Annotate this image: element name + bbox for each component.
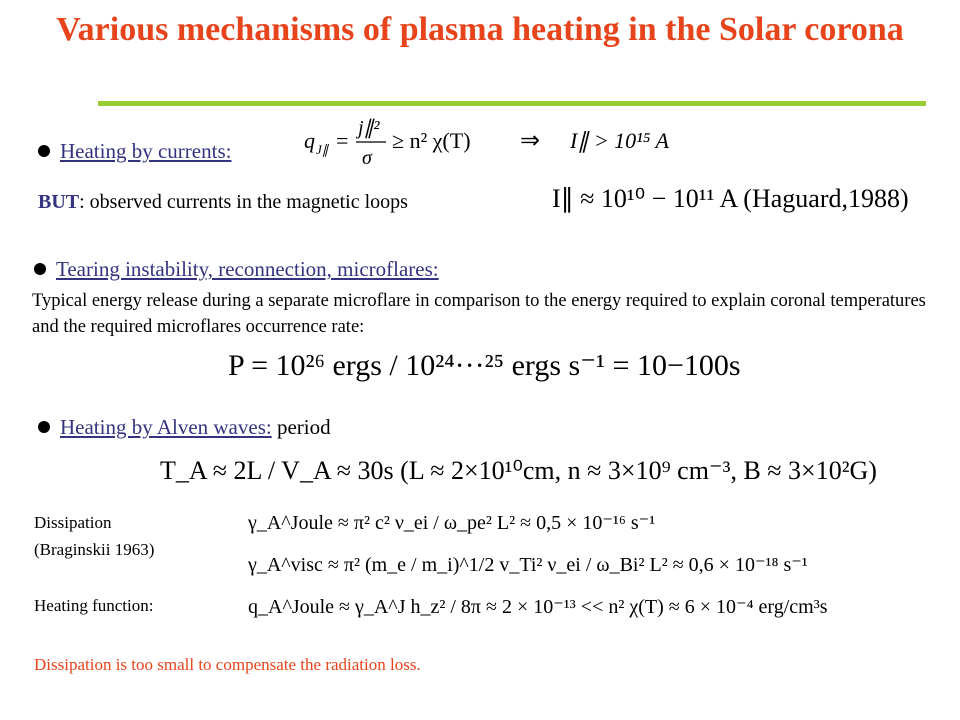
tearing-description: Typical energy release during a separate microflare in comparison to the energy required to explain coronal temperatures and the required microflares occurrence rate: [32,291,926,337]
but-label: BUT [38,191,80,213]
page-title: Various mechanisms of plasma heating in the Solar corona [56,11,904,48]
eq-j-numerator: j∥² [358,117,380,139]
heating-function-equation: q_A^Joule ≈ γ_A^J h_z² / 8π ≈ 2 × 10⁻¹³ << n² χ(T) ≈ 6 × 10⁻⁴ erg/cm³s [248,596,828,618]
eq-sigma: σ [362,147,372,169]
currents-heading-link[interactable]: Heating by currents: [60,139,232,163]
bullet-dot-icon [38,421,50,433]
conclusion-note: Dissipation is too small to compensate the radiation loss. [34,655,421,674]
currents-equation [300,112,700,170]
alfven-heading-link[interactable]: Heating by Alven waves: [60,415,272,439]
dissipation-viscous-equation: γ_A^visc ≈ π² (m_e / m_i)^1/2 v_Ti² ν_ei / ω_Bi² L² ≈ 0,6 × 10⁻¹⁸ s⁻¹ [248,554,808,576]
tearing-heading-link[interactable]: Tearing instability, reconnection, microflares: [56,257,439,281]
eq-current-limit: I∥ > 10¹⁵ A [570,128,669,153]
currents-bullet [38,140,231,163]
title-divider [98,101,926,106]
heating-function-label: Heating function: [34,596,154,615]
bullet-dot-icon [38,145,50,157]
eq-equals: = [336,128,349,153]
but-text: : observed currents in the magnetic loops [79,191,408,213]
tearing-bullet [34,258,439,281]
eq-q-subscript: J∥ [316,142,329,157]
dissipation-label: Dissipation [34,513,112,532]
alfven-period-equation: T_A ≈ 2L / V_A ≈ 30s (L ≈ 2×10¹⁰cm, n ≈ 3×10⁹ cm⁻³, B ≈ 3×10²G) [160,456,877,485]
but-line [38,191,408,214]
eq-implies: ⇒ [520,128,541,154]
alfven-heading-suffix: period [271,415,331,439]
currents-equation-svg [300,112,700,170]
dissipation-reference: (Braginskii 1963) [34,540,155,559]
dissipation-joule-equation: γ_A^Joule ≈ π² c² ν_ei / ω_pe² L² ≈ 0,5 × 10⁻¹⁶ s⁻¹ [248,512,656,534]
observed-current-equation: I∥ ≈ 10¹⁰ − 10¹¹ A (Haguard,1988) [552,184,909,213]
tearing-equation: P = 10²⁶ ergs / 10²⁴···²⁵ ergs s⁻¹ = 10−100s [228,349,741,382]
eq-q-symbol: q [304,128,315,153]
alfven-bullet [38,416,331,439]
eq-rhs: ≥ n² χ(T) [392,128,471,153]
bullet-dot-icon [34,263,46,275]
